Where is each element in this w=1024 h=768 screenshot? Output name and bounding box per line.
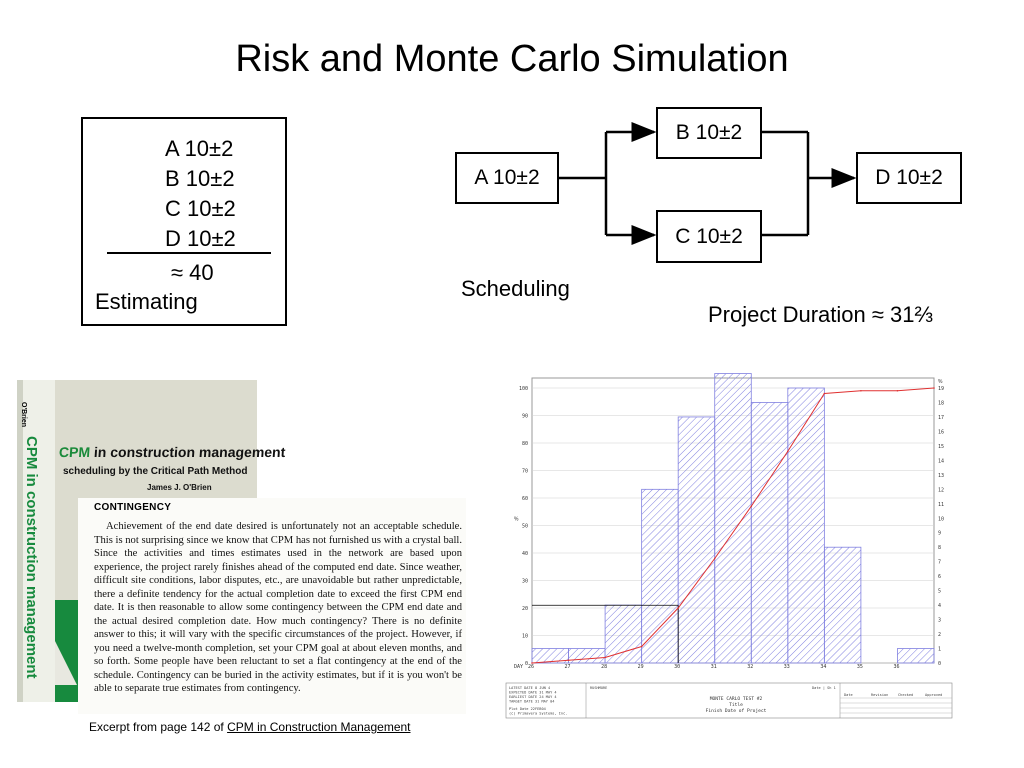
node-a: A 10±2 <box>455 152 559 204</box>
x-tick-label: 33 <box>783 664 790 670</box>
y-right-tick-label: 15 <box>938 443 945 450</box>
histogram-bar <box>715 374 752 663</box>
y-left-tick-label: 30 <box>521 578 528 585</box>
x-tick-label: 36 <box>893 664 900 670</box>
x-tick-label: 30 <box>674 664 681 670</box>
x-tick-label: 26 <box>527 664 535 670</box>
y-right-tick-label: 11 <box>938 501 945 508</box>
footer-left-line-2: Plot Date 22FEB04 <box>509 707 546 711</box>
cover-author: James J. O'Brien <box>147 483 212 492</box>
x-tick-label: 28 <box>601 664 608 670</box>
y-right-tick-label: 13 <box>938 472 945 479</box>
monte-carlo-chart <box>506 374 952 718</box>
slide-title: Risk and Monte Carlo Simulation <box>235 38 789 80</box>
histogram-svg <box>506 374 952 718</box>
page-text: Achievement of the end date desired is unfortunately not an acceptable schedule. This is not surprising since we know that CPM has not furnished us with a crystal ball. Since the activities and times estimates used in the network are based upon experience, the project rarely finishes ahead of the computed end date. Since weather, difficult site conditions, labor disputes, etc., are unavoidable but rather unpredictable, there a definite tendency for the actual completion date to exceed the first CPM end date. It is then reasonable to allow some contingency between the CPM end date and the actual desired completion date. How much contingency? There is no definite answer to this; it will vary with the specific circumstances of the project. However, if you need a twelve-month completion, set your CPM goal at about eleven months, and so forth. Some people have been reluctant to set a flat contingency at the end of the schedule. Contingency can be buried in the activity estimates, but if it is you won't be able to separate true estimates from contingency. <box>94 521 462 694</box>
y-left-axis-label: % <box>514 516 519 523</box>
y-right-tick-label: 9 <box>938 530 942 537</box>
footer-left-line: EARLIEST DATE 24 MAY 4 <box>509 695 557 699</box>
histogram-bar <box>678 417 715 663</box>
footer-right-header: Checked <box>898 693 914 697</box>
cumulative-point <box>568 659 570 661</box>
node-c: C 10±2 <box>656 210 762 263</box>
footer-left-line: LATEST DATE 8 JUN 4 <box>509 686 551 690</box>
cumulative-point <box>787 450 789 452</box>
footer-sheet: RUSHMORE <box>590 686 608 690</box>
y-left-tick-label: 50 <box>521 523 528 530</box>
y-right-tick-label: 16 <box>938 429 945 436</box>
x-tick-label: 31 <box>710 664 717 670</box>
y-left-tick-label: 70 <box>521 468 528 475</box>
footer-right-header: Approved <box>925 693 943 697</box>
y-left-tick-label: 0 <box>524 661 528 667</box>
project-duration: Project Duration ≈ 31⅔ <box>708 302 933 327</box>
histogram-bar <box>751 402 788 663</box>
scheduling-label: Scheduling <box>461 276 570 301</box>
y-right-tick-label: 4 <box>938 603 942 610</box>
footer-sheet-no: Date | Sh 1 <box>812 686 836 690</box>
cumulative-point <box>824 393 826 395</box>
node-b: B 10±2 <box>656 107 762 159</box>
spine-title: CPM in construction management <box>23 436 40 679</box>
footer-right-header: Date <box>844 693 853 697</box>
cumulative-point <box>641 646 643 648</box>
y-right-tick-label: 6 <box>938 574 942 581</box>
book-page-excerpt <box>78 498 466 714</box>
y-left-tick-label: 60 <box>521 496 528 502</box>
estimate-item-b: B 10±2 <box>165 166 235 191</box>
footer-center-line: Finish Date of Project <box>705 709 767 714</box>
y-right-tick-label: 0 <box>938 661 942 667</box>
y-right-tick-label: 7 <box>938 559 942 566</box>
sum-rule <box>107 252 271 254</box>
x-tick-label: 34 <box>820 664 827 670</box>
book-link[interactable]: CPM in Construction Management <box>227 720 411 734</box>
histogram-bar <box>824 547 861 663</box>
cumulative-point <box>750 505 752 507</box>
footer-center-line: MONTE CARLO TEST #2 <box>709 697 763 702</box>
estimate-item-c: C 10±2 <box>165 196 236 221</box>
x-tick-label: 27 <box>564 664 571 670</box>
book-spine <box>17 380 55 702</box>
cumulative-point <box>714 558 716 560</box>
cumulative-point <box>933 387 935 389</box>
y-right-tick-label: 19 <box>938 386 945 392</box>
y-right-tick-label: 12 <box>938 487 945 494</box>
y-left-tick-label: 40 <box>521 551 528 557</box>
histogram-bar <box>642 489 679 663</box>
y-right-tick-label: 8 <box>938 545 942 552</box>
cumulative-point <box>677 607 679 609</box>
y-right-tick-label: 2 <box>938 632 942 639</box>
y-right-tick-label: 10 <box>938 516 945 523</box>
page-heading: CONTINGENCY <box>94 502 172 513</box>
cumulative-point <box>897 390 899 392</box>
spine-author: O'Brien <box>20 402 27 428</box>
estimating-box <box>81 117 287 326</box>
histogram-bar <box>605 605 642 663</box>
footer-left-line: EXPECTED DATE 31 MAY 4 <box>509 690 557 695</box>
y-left-tick-label: 80 <box>521 441 528 447</box>
x-axis-label: DAY <box>514 664 524 670</box>
x-tick-label: 29 <box>637 664 644 670</box>
y-left-tick-label: 10 <box>521 633 528 640</box>
caption-prefix: Excerpt from page 142 of <box>89 720 228 734</box>
estimate-item-d: D 10±2 <box>165 226 236 251</box>
estimate-item-a: A 10±2 <box>165 136 234 161</box>
footer-center-line: Title <box>729 703 743 708</box>
excerpt-caption <box>89 720 411 734</box>
y-right-tick-label: 5 <box>938 588 942 595</box>
histogram-bar <box>569 649 606 663</box>
estimating-label: Estimating <box>95 289 198 314</box>
footer-right-header: Revision <box>871 693 889 697</box>
y-left-tick-label: 100 <box>518 386 528 392</box>
y-left-tick-label: 20 <box>521 606 528 612</box>
cumulative-point <box>860 390 862 392</box>
y-right-tick-label: 1 <box>938 646 942 653</box>
cover-subtitle: scheduling by the Critical Path Method <box>63 466 248 477</box>
histogram-bar <box>788 388 825 663</box>
footer-left-line-2: (c) Primavera Systems, Inc. <box>509 711 568 716</box>
footer-left-line: TARGET DATE 31 MAY 04 <box>509 699 555 704</box>
x-tick-label: 32 <box>747 664 754 670</box>
x-tick-label: 35 <box>856 664 863 670</box>
y-right-tick-label: 18 <box>938 400 945 407</box>
node-d: D 10±2 <box>856 152 962 204</box>
y-right-tick-label: 3 <box>938 617 942 624</box>
histogram-bar <box>897 649 934 663</box>
y-right-axis-label: % <box>938 379 943 385</box>
y-left-tick-label: 90 <box>521 413 528 420</box>
estimate-total: ≈ 40 <box>171 260 214 285</box>
y-right-tick-label: 14 <box>938 458 945 465</box>
cumulative-point <box>604 657 606 659</box>
book-cover-photo: CPM in construction management scheduling by the Critical Path Method James J. O'Brien <box>17 380 257 702</box>
y-right-tick-label: 17 <box>938 414 945 421</box>
